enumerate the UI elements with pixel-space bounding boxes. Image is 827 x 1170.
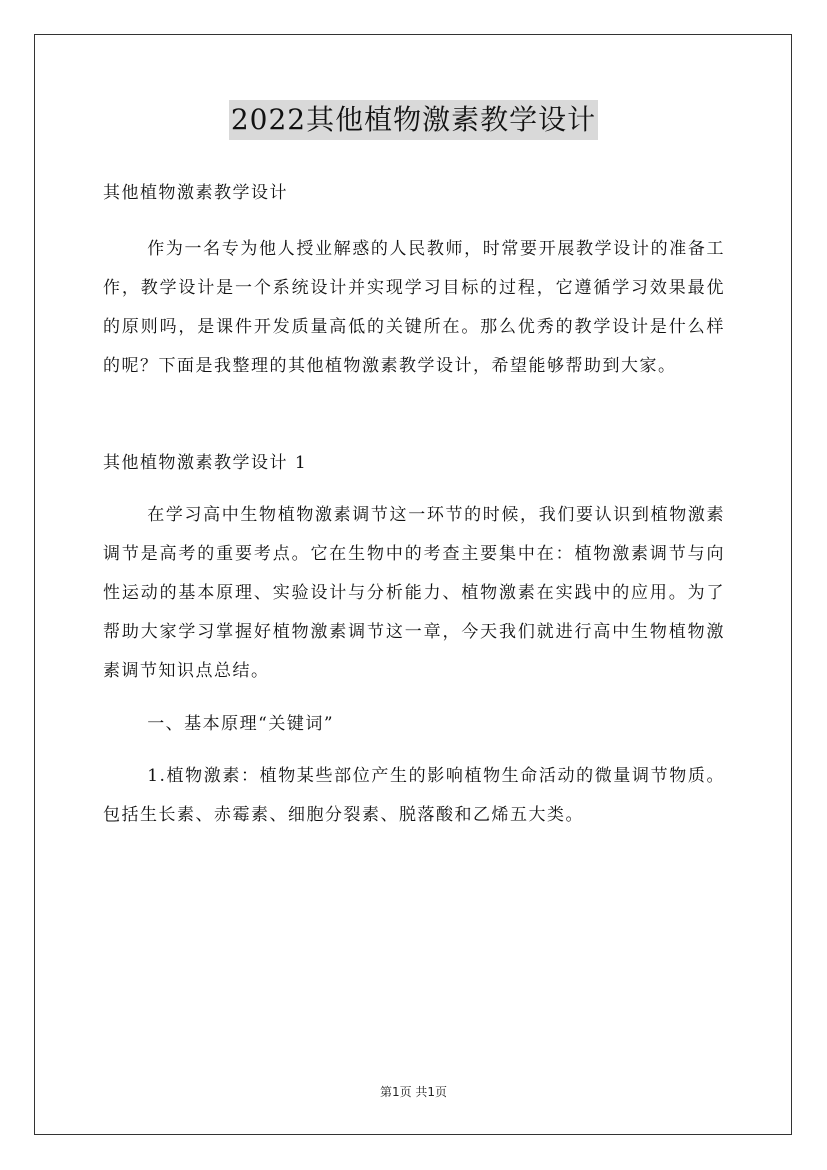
document-body bbox=[103, 174, 725, 835]
intro-paragraph: 作为一名专为他人授业解惑的人民教师，时常要开展教学设计的准备工作，教学设计是一个系统设计并实现学习目标的过程，它遵循学习效果最优的原则吗，是课件开发质量高低的关键所在。那么优秀的教学设计是什么样的呢？下面是我整理的其他植物激素教学设计，希望能够帮助到大家。 bbox=[103, 239, 725, 376]
document-title: 2022其他植物激素教学设计 bbox=[229, 100, 598, 140]
section1-heading: 其他植物激素教学设计 1 bbox=[103, 453, 308, 473]
page-footer: 第1页 共1页 bbox=[379, 1085, 448, 1099]
section1-paragraph: 在学习高中生物植物激素调节这一环节的时候，我们要认识到植物激素调节是高考的重要考点。它在生物中的考查主要集中在：植物激素调节与向性运动的基本原理、实验设计与分析能力、植物激素在实践中的应用。为了帮助大家学习掌握好植物激素调节这一章，今天我们就进行高中生物植物激素调节知识点总结。 bbox=[103, 505, 725, 681]
item1-paragraph: 1.植物激素：植物某些部位产生的影响植物生命活动的微量调节物质。包括生长素、赤霉素、细胞分裂素、脱落酸和乙烯五大类。 bbox=[103, 766, 725, 825]
title-container bbox=[0, 100, 827, 140]
document-subtitle: 其他植物激素教学设计 bbox=[103, 183, 288, 203]
subsection-heading: 一、基本原理“关键词” bbox=[147, 714, 335, 734]
